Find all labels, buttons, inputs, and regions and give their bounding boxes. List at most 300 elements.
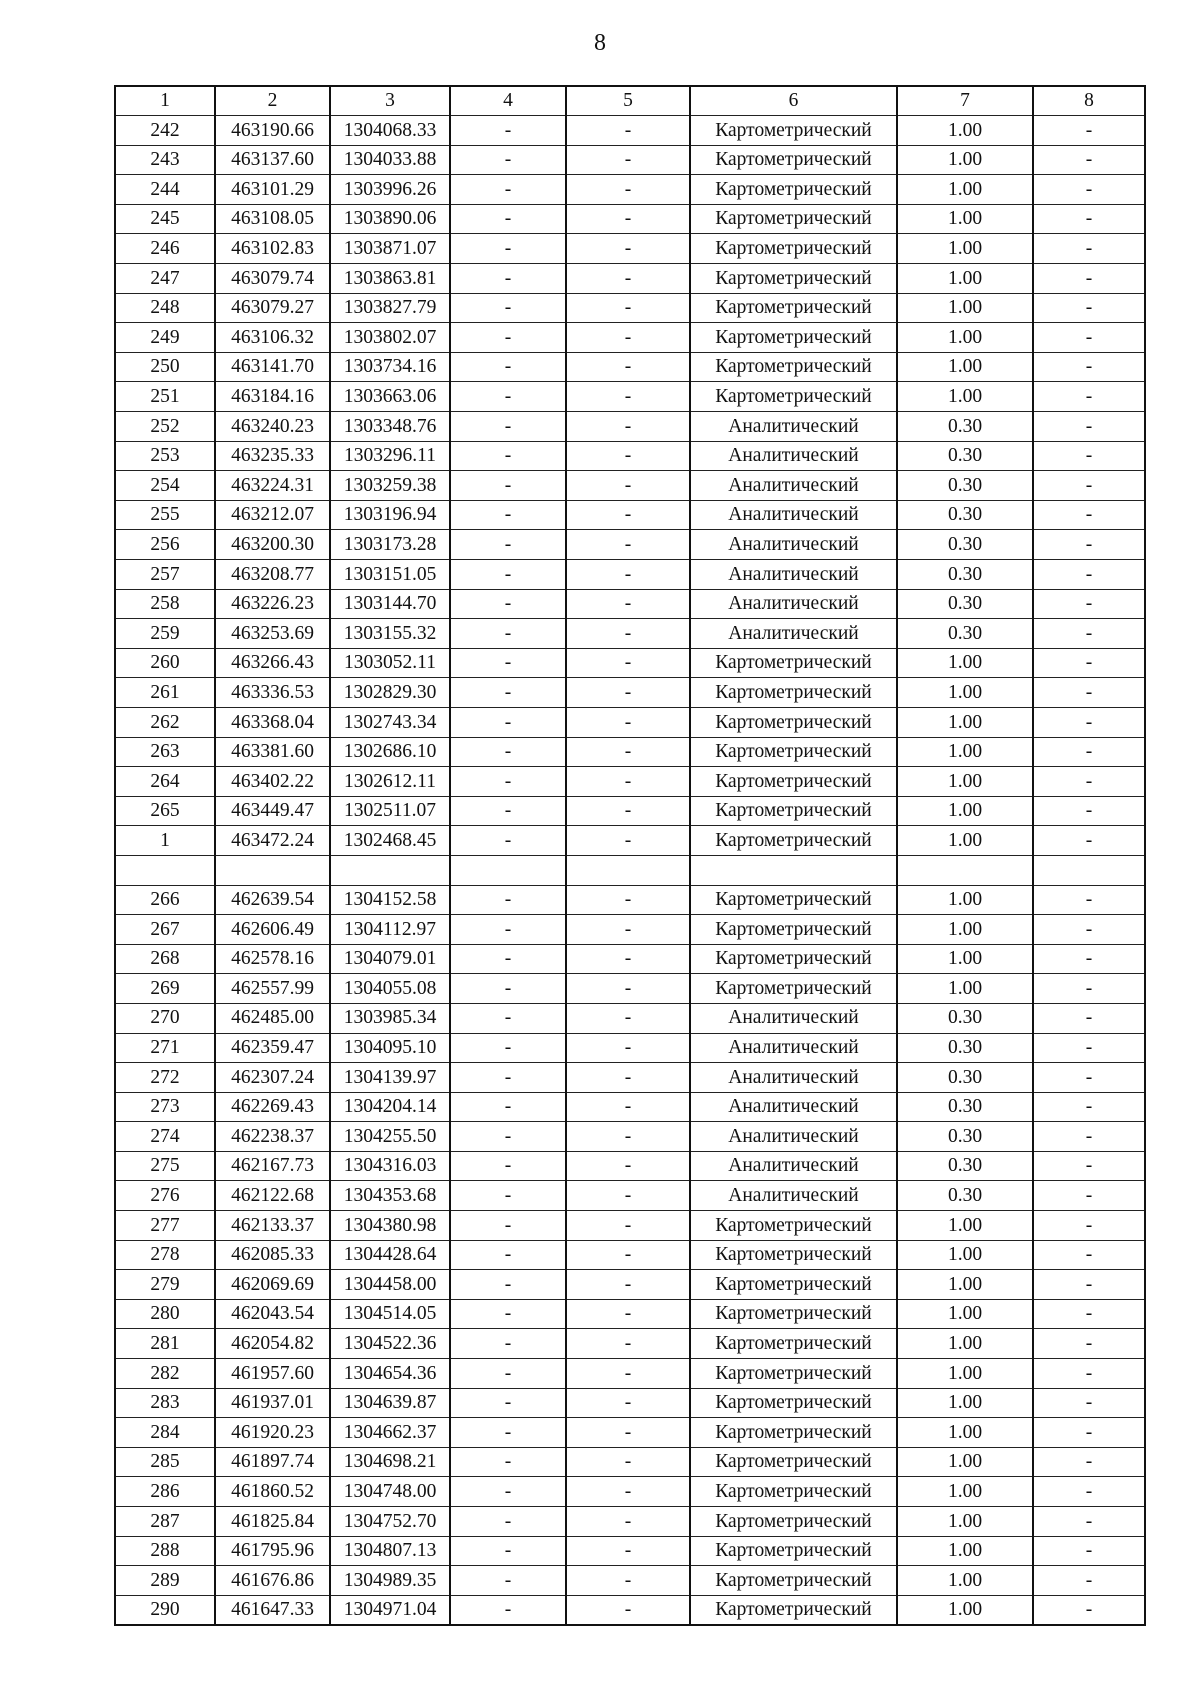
table-cell: - xyxy=(450,1447,566,1477)
table-cell: 0.30 xyxy=(897,1122,1033,1152)
table-row xyxy=(115,855,1145,885)
table-cell: Аналитический xyxy=(690,619,897,649)
table-cell: Аналитический xyxy=(690,1003,897,1033)
table-cell: - xyxy=(1033,204,1145,234)
table-cell: 1.00 xyxy=(897,1270,1033,1300)
table-cell: 1302612.11 xyxy=(330,767,450,797)
table-row xyxy=(115,116,1145,146)
table-cell xyxy=(897,855,1033,885)
table-cell: 0.30 xyxy=(897,471,1033,501)
table-cell: 283 xyxy=(115,1388,215,1418)
table-cell: Картометрический xyxy=(690,1329,897,1359)
table-cell: - xyxy=(1033,441,1145,471)
table-row xyxy=(115,175,1145,205)
table-cell: 256 xyxy=(115,530,215,560)
table-cell: 1302743.34 xyxy=(330,707,450,737)
table-cell: - xyxy=(1033,1151,1145,1181)
table-cell: - xyxy=(566,471,690,501)
table-cell: Картометрический xyxy=(690,796,897,826)
table-cell: 278 xyxy=(115,1240,215,1270)
table-cell: - xyxy=(1033,619,1145,649)
table-cell: 463141.70 xyxy=(215,352,330,382)
table-cell: 242 xyxy=(115,116,215,146)
table-cell: 463266.43 xyxy=(215,648,330,678)
table-row xyxy=(115,1211,1145,1241)
table-row xyxy=(115,323,1145,353)
table-cell: 279 xyxy=(115,1270,215,1300)
table-cell: 246 xyxy=(115,234,215,264)
table-cell: 1.00 xyxy=(897,1477,1033,1507)
table-cell: - xyxy=(450,1536,566,1566)
table-cell: - xyxy=(566,1211,690,1241)
table-row xyxy=(115,471,1145,501)
table-row xyxy=(115,1566,1145,1596)
table-cell: 268 xyxy=(115,944,215,974)
table-row xyxy=(115,1122,1145,1152)
table-cell: - xyxy=(1033,1299,1145,1329)
table-cell: 1303173.28 xyxy=(330,530,450,560)
table-cell: 463402.22 xyxy=(215,767,330,797)
table-cell: 1304639.87 xyxy=(330,1388,450,1418)
header-cell: 6 xyxy=(690,86,897,116)
table-cell: - xyxy=(566,1033,690,1063)
table-cell: - xyxy=(566,1122,690,1152)
table-cell: - xyxy=(450,648,566,678)
table-cell: - xyxy=(566,1447,690,1477)
table-cell: Картометрический xyxy=(690,1299,897,1329)
table-row xyxy=(115,796,1145,826)
table-cell: 1303863.81 xyxy=(330,264,450,294)
table-cell: 0.30 xyxy=(897,1181,1033,1211)
table-cell: 462133.37 xyxy=(215,1211,330,1241)
table-row xyxy=(115,382,1145,412)
table-cell: 287 xyxy=(115,1507,215,1537)
table-cell: 261 xyxy=(115,678,215,708)
table-cell: 258 xyxy=(115,589,215,619)
table-cell: 1304752.70 xyxy=(330,1507,450,1537)
table-cell: Картометрический xyxy=(690,264,897,294)
table-cell xyxy=(450,855,566,885)
table-cell: 1303196.94 xyxy=(330,500,450,530)
table-cell: - xyxy=(450,1566,566,1596)
table-row xyxy=(115,264,1145,294)
table-cell: - xyxy=(566,944,690,974)
table-cell: - xyxy=(1033,1122,1145,1152)
table-cell: - xyxy=(450,1299,566,1329)
table-cell: Картометрический xyxy=(690,1477,897,1507)
table-cell: - xyxy=(450,264,566,294)
table-cell: - xyxy=(1033,145,1145,175)
table-cell: - xyxy=(566,441,690,471)
table-cell: 1.00 xyxy=(897,1299,1033,1329)
table-cell xyxy=(215,855,330,885)
table-cell: - xyxy=(1033,116,1145,146)
table-cell: - xyxy=(566,382,690,412)
table-cell: - xyxy=(1033,560,1145,590)
header-row xyxy=(115,86,1145,116)
table-cell: 1.00 xyxy=(897,1507,1033,1537)
table-cell: 462069.69 xyxy=(215,1270,330,1300)
table-cell: 1304514.05 xyxy=(330,1299,450,1329)
table-row xyxy=(115,767,1145,797)
table-cell: 1304112.97 xyxy=(330,915,450,945)
table-cell: 1.00 xyxy=(897,707,1033,737)
table-cell: 1303155.32 xyxy=(330,619,450,649)
table-cell: 267 xyxy=(115,915,215,945)
table-row xyxy=(115,500,1145,530)
table-cell: 1.00 xyxy=(897,1211,1033,1241)
table-cell: 1.00 xyxy=(897,1240,1033,1270)
table-cell: 1304095.10 xyxy=(330,1033,450,1063)
table-row xyxy=(115,1240,1145,1270)
table-cell: - xyxy=(1033,323,1145,353)
table-cell: 271 xyxy=(115,1033,215,1063)
table-cell: 463108.05 xyxy=(215,204,330,234)
table-cell: 462122.68 xyxy=(215,1181,330,1211)
table-cell: - xyxy=(1033,1092,1145,1122)
table-cell: 1304698.21 xyxy=(330,1447,450,1477)
table-cell: - xyxy=(1033,1003,1145,1033)
table-cell: - xyxy=(1033,1240,1145,1270)
table-cell: - xyxy=(450,116,566,146)
table-cell: - xyxy=(566,1329,690,1359)
table-cell: 257 xyxy=(115,560,215,590)
table-row xyxy=(115,619,1145,649)
table-cell: 462307.24 xyxy=(215,1063,330,1093)
table-cell: 462557.99 xyxy=(215,974,330,1004)
table-cell: 1.00 xyxy=(897,915,1033,945)
table-cell xyxy=(1033,855,1145,885)
table-cell: 1303827.79 xyxy=(330,293,450,323)
table-cell: - xyxy=(450,1092,566,1122)
page-number: 8 xyxy=(594,30,606,56)
table-cell: 1.00 xyxy=(897,1329,1033,1359)
table-cell: - xyxy=(1033,707,1145,737)
table-cell: 0.30 xyxy=(897,500,1033,530)
table-cell: 463137.60 xyxy=(215,145,330,175)
header-cell: 5 xyxy=(566,86,690,116)
table-cell: 1.00 xyxy=(897,1595,1033,1625)
table-cell: 463106.32 xyxy=(215,323,330,353)
table-row xyxy=(115,1033,1145,1063)
table-cell: 1304152.58 xyxy=(330,885,450,915)
table-cell: - xyxy=(1033,293,1145,323)
table-cell: - xyxy=(1033,500,1145,530)
header-cell: 8 xyxy=(1033,86,1145,116)
header-cell: 4 xyxy=(450,86,566,116)
table-cell: - xyxy=(450,1477,566,1507)
table-cell: 461897.74 xyxy=(215,1447,330,1477)
table-cell: - xyxy=(566,1270,690,1300)
table-cell: - xyxy=(450,1359,566,1389)
table-cell: 462639.54 xyxy=(215,885,330,915)
table-cell: 245 xyxy=(115,204,215,234)
table-cell: Картометрический xyxy=(690,1211,897,1241)
table-cell: Картометрический xyxy=(690,352,897,382)
table-cell: 1.00 xyxy=(897,264,1033,294)
table-cell: - xyxy=(566,145,690,175)
table-cell: - xyxy=(566,204,690,234)
table-cell: 285 xyxy=(115,1447,215,1477)
table-cell: - xyxy=(450,974,566,1004)
table-cell: - xyxy=(566,619,690,649)
table-cell: 1304204.14 xyxy=(330,1092,450,1122)
table-cell: Аналитический xyxy=(690,471,897,501)
table-cell: Аналитический xyxy=(690,1151,897,1181)
table-cell: - xyxy=(1033,1211,1145,1241)
table-cell: 1304079.01 xyxy=(330,944,450,974)
table-cell: 1304662.37 xyxy=(330,1418,450,1448)
table-cell: Картометрический xyxy=(690,944,897,974)
table-row xyxy=(115,1270,1145,1300)
table-cell: Картометрический xyxy=(690,1418,897,1448)
table-cell: - xyxy=(566,323,690,353)
table-cell: 254 xyxy=(115,471,215,501)
table-cell: 462167.73 xyxy=(215,1151,330,1181)
table-row xyxy=(115,1063,1145,1093)
table-cell: 284 xyxy=(115,1418,215,1448)
table-cell: 463190.66 xyxy=(215,116,330,146)
table-cell: Картометрический xyxy=(690,1270,897,1300)
table-cell: 463208.77 xyxy=(215,560,330,590)
coordinates-table xyxy=(114,85,1146,1626)
table-cell: 461957.60 xyxy=(215,1359,330,1389)
table-cell: - xyxy=(1033,1270,1145,1300)
table-cell: - xyxy=(450,1181,566,1211)
table-cell: - xyxy=(1033,471,1145,501)
table-cell: - xyxy=(450,767,566,797)
table-cell: 463235.33 xyxy=(215,441,330,471)
table-cell: 280 xyxy=(115,1299,215,1329)
table-cell: Аналитический xyxy=(690,500,897,530)
table-cell: - xyxy=(450,1329,566,1359)
table-cell: 281 xyxy=(115,1329,215,1359)
table-cell xyxy=(115,855,215,885)
table-cell: - xyxy=(566,885,690,915)
table-cell: 1304807.13 xyxy=(330,1536,450,1566)
table-cell: - xyxy=(1033,737,1145,767)
table-cell: 1304255.50 xyxy=(330,1122,450,1152)
table-cell: 1.00 xyxy=(897,1359,1033,1389)
table-cell: - xyxy=(1033,1536,1145,1566)
table-cell: - xyxy=(450,707,566,737)
table-cell: - xyxy=(1033,1063,1145,1093)
table-cell: 1.00 xyxy=(897,234,1033,264)
header-cell: 7 xyxy=(897,86,1033,116)
table-cell: - xyxy=(566,1536,690,1566)
table-cell: 0.30 xyxy=(897,441,1033,471)
table-cell: 248 xyxy=(115,293,215,323)
table-cell: Картометрический xyxy=(690,767,897,797)
table-cell: Аналитический xyxy=(690,1063,897,1093)
table-cell: 289 xyxy=(115,1566,215,1596)
table-row xyxy=(115,1329,1145,1359)
table-cell: - xyxy=(1033,264,1145,294)
table-cell: 1304522.36 xyxy=(330,1329,450,1359)
table-cell: 1.00 xyxy=(897,648,1033,678)
table-cell: Аналитический xyxy=(690,412,897,442)
table-row xyxy=(115,915,1145,945)
table-cell: 0.30 xyxy=(897,560,1033,590)
table-cell: - xyxy=(1033,1566,1145,1596)
table-cell: - xyxy=(566,1359,690,1389)
table-cell: - xyxy=(1033,1329,1145,1359)
table-row xyxy=(115,234,1145,264)
table-cell: 462238.37 xyxy=(215,1122,330,1152)
table-cell: - xyxy=(1033,796,1145,826)
table-cell: 1.00 xyxy=(897,1418,1033,1448)
table-cell: - xyxy=(450,1595,566,1625)
table-cell: - xyxy=(450,234,566,264)
table-cell: - xyxy=(1033,648,1145,678)
table-cell: 463449.47 xyxy=(215,796,330,826)
table-row xyxy=(115,293,1145,323)
table-row xyxy=(115,737,1145,767)
table-cell: 282 xyxy=(115,1359,215,1389)
table-cell: Аналитический xyxy=(690,1092,897,1122)
table-cell: - xyxy=(450,1270,566,1300)
table-row xyxy=(115,1447,1145,1477)
table-cell: 463102.83 xyxy=(215,234,330,264)
table-cell xyxy=(566,855,690,885)
table-cell: 463212.07 xyxy=(215,500,330,530)
table-cell: - xyxy=(566,915,690,945)
table-cell: - xyxy=(566,1151,690,1181)
table-cell: - xyxy=(450,323,566,353)
table-row xyxy=(115,1388,1145,1418)
table-cell: - xyxy=(566,1477,690,1507)
table-cell: - xyxy=(1033,678,1145,708)
table-cell: - xyxy=(450,915,566,945)
table-cell: - xyxy=(566,175,690,205)
table-cell: 461825.84 xyxy=(215,1507,330,1537)
table-cell: 463224.31 xyxy=(215,471,330,501)
table-row xyxy=(115,944,1145,974)
table-cell: 1303296.11 xyxy=(330,441,450,471)
table-row xyxy=(115,1151,1145,1181)
table-cell: 0.30 xyxy=(897,1151,1033,1181)
table-cell: 462269.43 xyxy=(215,1092,330,1122)
table-cell: 1304971.04 xyxy=(330,1595,450,1625)
table-cell: 1.00 xyxy=(897,175,1033,205)
table-cell: Картометрический xyxy=(690,175,897,205)
table-cell: 1.00 xyxy=(897,678,1033,708)
table-cell: Картометрический xyxy=(690,145,897,175)
header-cell: 3 xyxy=(330,86,450,116)
table-row xyxy=(115,412,1145,442)
table-cell: 462054.82 xyxy=(215,1329,330,1359)
table-row xyxy=(115,678,1145,708)
table-cell: Картометрический xyxy=(690,204,897,234)
table-cell: Картометрический xyxy=(690,648,897,678)
table-cell: 290 xyxy=(115,1595,215,1625)
table-cell: - xyxy=(566,737,690,767)
table-cell: - xyxy=(1033,234,1145,264)
table-cell: 253 xyxy=(115,441,215,471)
table-cell: 463240.23 xyxy=(215,412,330,442)
table-cell: Картометрический xyxy=(690,1507,897,1537)
table-cell: 1.00 xyxy=(897,204,1033,234)
table-cell: - xyxy=(450,1151,566,1181)
table-cell: 1302468.45 xyxy=(330,826,450,856)
table-cell: - xyxy=(450,589,566,619)
table-cell: - xyxy=(566,530,690,560)
table-cell: Аналитический xyxy=(690,1033,897,1063)
table-cell: 1.00 xyxy=(897,826,1033,856)
table-cell: 1.00 xyxy=(897,116,1033,146)
table-cell: - xyxy=(450,1507,566,1537)
table-cell: Аналитический xyxy=(690,560,897,590)
table-cell: 1304654.36 xyxy=(330,1359,450,1389)
table-cell: 1.00 xyxy=(897,767,1033,797)
table-cell: - xyxy=(450,826,566,856)
table-cell: 1.00 xyxy=(897,382,1033,412)
table-cell: 1303052.11 xyxy=(330,648,450,678)
table-row xyxy=(115,560,1145,590)
table-cell: 462043.54 xyxy=(215,1299,330,1329)
table-cell: Картометрический xyxy=(690,1595,897,1625)
table-cell: Картометрический xyxy=(690,707,897,737)
table-cell: 463079.74 xyxy=(215,264,330,294)
table-cell: 463368.04 xyxy=(215,707,330,737)
table-cell: 1.00 xyxy=(897,1388,1033,1418)
table-cell: - xyxy=(566,264,690,294)
table-row xyxy=(115,1507,1145,1537)
table-cell: - xyxy=(1033,915,1145,945)
table-cell: - xyxy=(566,1388,690,1418)
table-cell: 463336.53 xyxy=(215,678,330,708)
table-cell: - xyxy=(566,1566,690,1596)
table-cell: Картометрический xyxy=(690,678,897,708)
table-cell: 277 xyxy=(115,1211,215,1241)
table-cell: Картометрический xyxy=(690,1566,897,1596)
table-cell: Картометрический xyxy=(690,234,897,264)
table-cell: 0.30 xyxy=(897,589,1033,619)
table-cell: - xyxy=(1033,382,1145,412)
table-cell: - xyxy=(566,1595,690,1625)
table-cell: 463381.60 xyxy=(215,737,330,767)
table-row xyxy=(115,1477,1145,1507)
table-cell: - xyxy=(566,116,690,146)
table-row xyxy=(115,1536,1145,1566)
table-cell: - xyxy=(450,293,566,323)
table-cell: 275 xyxy=(115,1151,215,1181)
table-cell: 463226.23 xyxy=(215,589,330,619)
table-cell: 274 xyxy=(115,1122,215,1152)
table-row xyxy=(115,707,1145,737)
table-cell: - xyxy=(1033,826,1145,856)
table-cell: - xyxy=(450,1033,566,1063)
table-row xyxy=(115,441,1145,471)
table-cell: - xyxy=(450,441,566,471)
table-cell: 1302686.10 xyxy=(330,737,450,767)
table-cell: 252 xyxy=(115,412,215,442)
table-cell: 288 xyxy=(115,1536,215,1566)
table-cell: 265 xyxy=(115,796,215,826)
table-cell: 255 xyxy=(115,500,215,530)
table-cell: 270 xyxy=(115,1003,215,1033)
table-cell: Аналитический xyxy=(690,1181,897,1211)
table-cell: 1303348.76 xyxy=(330,412,450,442)
table-cell: 463200.30 xyxy=(215,530,330,560)
table-cell: 1303985.34 xyxy=(330,1003,450,1033)
table-cell: - xyxy=(450,382,566,412)
table-cell: - xyxy=(566,1418,690,1448)
table-cell: 1304139.97 xyxy=(330,1063,450,1093)
header-cell: 2 xyxy=(215,86,330,116)
table-cell: 462578.16 xyxy=(215,944,330,974)
table-cell: 243 xyxy=(115,145,215,175)
